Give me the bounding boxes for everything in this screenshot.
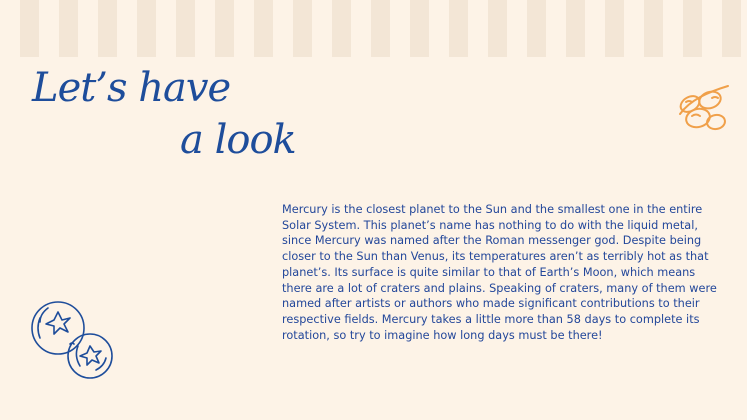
striped-header-band xyxy=(0,0,747,57)
title-line-1: Let’s have xyxy=(32,65,231,111)
body-paragraph: Mercury is the closest planet to the Sun and the smallest one in the entire Solar System. This planet’s name has nothing to do with the liquid metal, since Mercury was named after the Roman messenger god. Despite being closer to the Sun than Venus, its temperatures aren’t as terribly hot as that planet’s. Its surface is quite similar to that of Earth’s Moon, which means there are a lot of craters and plains. Speaking of craters, many of them were named after artists or authors who made significant contributions to their respective fields. Mercury takes a little more than 58 days to complete its rotation, so try to imagine how long days must be there! xyxy=(282,203,717,342)
title-line-2: a look xyxy=(180,117,296,163)
tomatoes-illustration xyxy=(26,298,118,382)
slide-title xyxy=(32,62,296,166)
olives-illustration xyxy=(672,80,734,136)
